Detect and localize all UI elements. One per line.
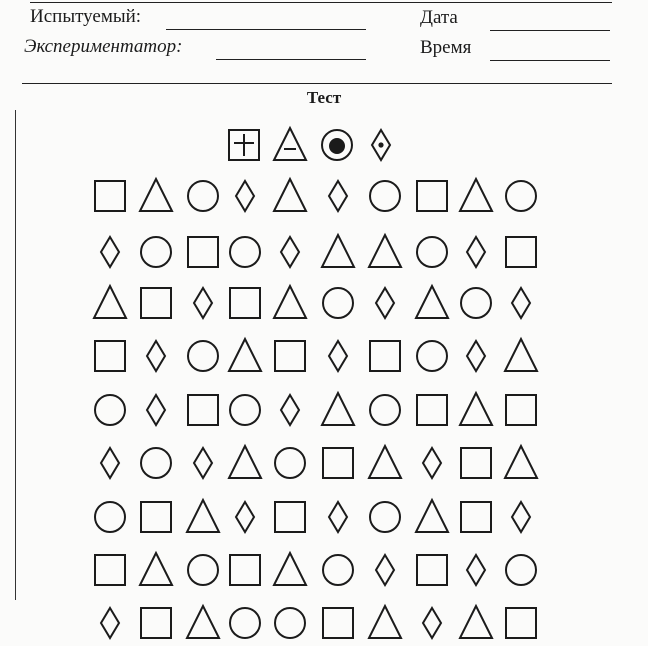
grid-symbol-circle: [188, 341, 218, 371]
grid-symbol-diamond: [329, 502, 347, 532]
grid-symbol-diamond: [512, 288, 530, 318]
grid-symbol-circle: [461, 288, 491, 318]
key-symbol-diamond-dot: [372, 130, 390, 160]
grid-symbol-circle: [323, 555, 353, 585]
grid-symbol-circle: [95, 395, 125, 425]
grid-symbol-triangle: [187, 606, 219, 638]
grid-symbol-diamond: [423, 608, 441, 638]
grid-symbol-square: [323, 608, 353, 638]
grid-symbol-circle: [141, 448, 171, 478]
grid-symbol-square: [506, 395, 536, 425]
grid-symbol-square: [95, 555, 125, 585]
grid-symbol-triangle: [322, 393, 354, 425]
grid-symbol-square: [461, 448, 491, 478]
grid-symbol-square: [323, 448, 353, 478]
key-symbol-triangle-minus: [274, 128, 306, 160]
grid-symbol-triangle: [140, 553, 172, 585]
grid-symbol-diamond: [281, 237, 299, 267]
grid-symbol-square: [417, 181, 447, 211]
grid-symbol-square: [95, 341, 125, 371]
grid-symbol-triangle: [369, 446, 401, 478]
grid-symbol-square: [506, 237, 536, 267]
grid-symbol-square: [275, 341, 305, 371]
grid-symbol-square: [370, 341, 400, 371]
grid-symbol-triangle: [505, 339, 537, 371]
grid-symbol-triangle: [274, 553, 306, 585]
date-label: Дата: [420, 7, 458, 28]
grid-symbol-square: [230, 288, 260, 318]
subject-label: Испытуемый:: [30, 6, 142, 27]
grid-symbol-circle: [95, 502, 125, 532]
grid-symbol-diamond: [101, 608, 119, 638]
grid-symbol-diamond: [236, 502, 254, 532]
grid-symbol-triangle: [505, 446, 537, 478]
grid-symbol-square: [188, 237, 218, 267]
grid-symbol-triangle: [94, 286, 126, 318]
grid-symbol-triangle: [460, 393, 492, 425]
grid-symbol-triangle: [369, 235, 401, 267]
grid-symbol-circle: [188, 555, 218, 585]
grid-symbol-diamond: [147, 395, 165, 425]
test-title: Тест: [306, 88, 342, 107]
grid-symbol-diamond: [376, 555, 394, 585]
grid-symbol-diamond: [467, 341, 485, 371]
grid-symbol-square: [141, 288, 171, 318]
grid-symbol-square: [461, 502, 491, 532]
time-label: Время: [420, 37, 472, 58]
grid-symbol-diamond: [512, 502, 530, 532]
grid-symbol-square: [275, 502, 305, 532]
grid-symbol-circle: [275, 608, 305, 638]
grid-symbol-circle: [141, 237, 171, 267]
grid-symbol-circle: [417, 237, 447, 267]
grid-symbol-circle: [370, 502, 400, 532]
grid-symbol-circle: [230, 608, 260, 638]
grid-symbol-triangle: [460, 606, 492, 638]
grid-symbol-triangle: [229, 339, 261, 371]
grid-symbol-diamond: [467, 555, 485, 585]
grid-symbol-diamond: [467, 237, 485, 267]
grid-symbol-diamond: [101, 237, 119, 267]
grid-symbol-square: [417, 555, 447, 585]
grid-symbol-circle: [323, 288, 353, 318]
grid-symbol-diamond: [194, 288, 212, 318]
grid-symbol-diamond: [194, 448, 212, 478]
grid-symbol-circle: [506, 555, 536, 585]
grid-symbol-triangle: [322, 235, 354, 267]
grid-symbol-square: [95, 181, 125, 211]
grid-symbol-diamond: [281, 395, 299, 425]
grid-symbol-triangle: [187, 500, 219, 532]
grid-symbol-circle: [370, 181, 400, 211]
grid-symbol-diamond: [236, 181, 254, 211]
grid-symbol-diamond: [147, 341, 165, 371]
grid-symbol-triangle: [369, 606, 401, 638]
grid-symbol-circle: [506, 181, 536, 211]
grid-symbol-square: [230, 555, 260, 585]
grid-symbol-diamond: [376, 288, 394, 318]
key-symbol-circle-filled: [322, 130, 352, 160]
grid-symbol-circle: [188, 181, 218, 211]
grid-symbol-triangle: [416, 500, 448, 532]
grid-symbol-square: [506, 608, 536, 638]
key-symbol-square-plus: [229, 130, 259, 160]
experimenter-label: Экспериментатор:: [24, 36, 183, 57]
grid-symbol-square: [188, 395, 218, 425]
grid-symbol-square: [141, 502, 171, 532]
grid-symbol-circle: [230, 237, 260, 267]
grid-symbol-square: [141, 608, 171, 638]
grid-symbol-triangle: [229, 446, 261, 478]
grid-symbol-triangle: [140, 179, 172, 211]
grid-symbol-circle: [370, 395, 400, 425]
grid-symbol-diamond: [329, 181, 347, 211]
grid-symbol-circle: [417, 341, 447, 371]
grid-symbol-triangle: [460, 179, 492, 211]
grid-symbol-triangle: [274, 286, 306, 318]
grid-symbol-circle: [230, 395, 260, 425]
grid-symbol-circle: [275, 448, 305, 478]
grid-symbol-triangle: [416, 286, 448, 318]
grid-symbol-diamond: [101, 448, 119, 478]
grid-symbol-square: [417, 395, 447, 425]
grid-symbol-diamond: [423, 448, 441, 478]
grid-symbol-triangle: [274, 179, 306, 211]
grid-symbol-diamond: [329, 341, 347, 371]
